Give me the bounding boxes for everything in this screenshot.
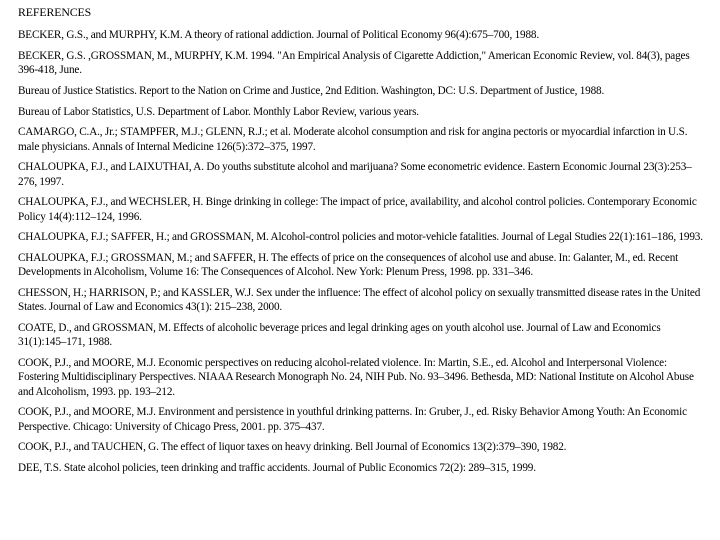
reference-entry: Bureau of Justice Statistics. Report to the Nation on Crime and Justice, 2nd Edition. Washington, DC: U.S. Department of Justice, 1988.	[18, 84, 605, 97]
reference-entry: COOK, P.J., and TAUCHEN, G. The effect of liquor taxes on heavy drinking. Bell Journal of Economics 13(2):379–390, 1982.	[18, 441, 567, 454]
reference-entry: COATE, D., and GROSSMAN, M. Effects of alcoholic beverage prices and legal drinking ages on youth alcohol use. Journal of Law and Economics 31(1):145–171, 1988.	[18, 322, 661, 349]
references-page	[18, 5, 706, 482]
reference-entry: Bureau of Labor Statistics, U.S. Department of Labor. Monthly Labor Review, various years.	[18, 105, 419, 118]
references-list	[18, 28, 706, 475]
reference-entry: CHALOUPKA, F.J., and LAIXUTHAI, A. Do youths substitute alcohol and marijuana? Some econometric evidence. Eastern Economic Journal 23(3):253– 276, 1997.	[18, 161, 692, 188]
reference-entry: CHALOUPKA, F.J.; GROSSMAN, M.; and SAFFER, H. The effects of price on the consequences of alcohol use and abuse. In: Galanter, M., ed. Recent Developments in Alcoholism, Volume 16: The Consequences of Alcohol. New York: Plenum Press, 1998. pp. 331–346.	[18, 252, 679, 279]
reference-entry: BECKER, G.S., and MURPHY, K.M. A theory of rational addiction. Journal of Political Economy 96(4):675–700, 1988.	[18, 29, 539, 41]
reference-entry: COOK, P.J., and MOORE, M.J. Economic perspectives on reducing alcohol-related violence. In: Martin, S.E., ed. Alcohol and Interpersonal Violence: Fostering Multidisciplinary Perspectives. NIAAA Research Monograph No. 24, NIH Pub. No. 93–3496. Bethesda, MD: National Institute on Alcohol Abuse and Alcoholism, 1993. pp. 193–212.	[18, 357, 694, 398]
reference-entry: CAMARGO, C.A., Jr.; STAMPFER, M.J.; GLENN, R.J.; et al. Moderate alcohol consumption and risk for angina pectoris or myocardial infarction in U.S. male physicians. Annals of Internal Medicine 126(5):372–375, 1997.	[18, 126, 688, 153]
reference-entry: CHALOUPKA, F.J.; SAFFER, H.; and GROSSMAN, M. Alcohol-control policies and motor-vehicle fatalities. Journal of Legal Studies 22(1):161–186, 1993.	[18, 231, 703, 244]
reference-entry: CHESSON, H.; HARRISON, P.; and KASSLER, W.J. Sex under the influence: The effect of alcohol policy on sexually transmitted disease rates in the United States. Journal of Law and Economics 43(1): 215–238, 2000.	[18, 287, 701, 314]
references-heading: REFERENCES	[18, 5, 92, 19]
reference-entry: CHALOUPKA, F.J., and WECHSLER, H. Binge drinking in college: The impact of price, availability, and alcohol control policies. Contemporary Economic Policy 14(4):112–124, 1996.	[18, 196, 697, 223]
reference-entry: BECKER, G.S. ,GROSSMAN, M., MURPHY, K.M. 1994. "An Empirical Analysis of Cigarette Addiction," American Economic Review, vol. 84(3), pages 396-418, June.	[18, 49, 690, 76]
reference-entry: COOK, P.J., and MOORE, M.J. Environment and persistence in youthful drinking patterns. In: Gruber, J., ed. Risky Behavior Among Youth: An Economic Perspective. Chicago: University of Chicago Press, 2001. pp. 375–437.	[18, 406, 687, 433]
reference-entry: DEE, T.S. State alcohol policies, teen drinking and traffic accidents. Journal of Public Economics 72(2): 289–315, 1999.	[18, 462, 536, 475]
